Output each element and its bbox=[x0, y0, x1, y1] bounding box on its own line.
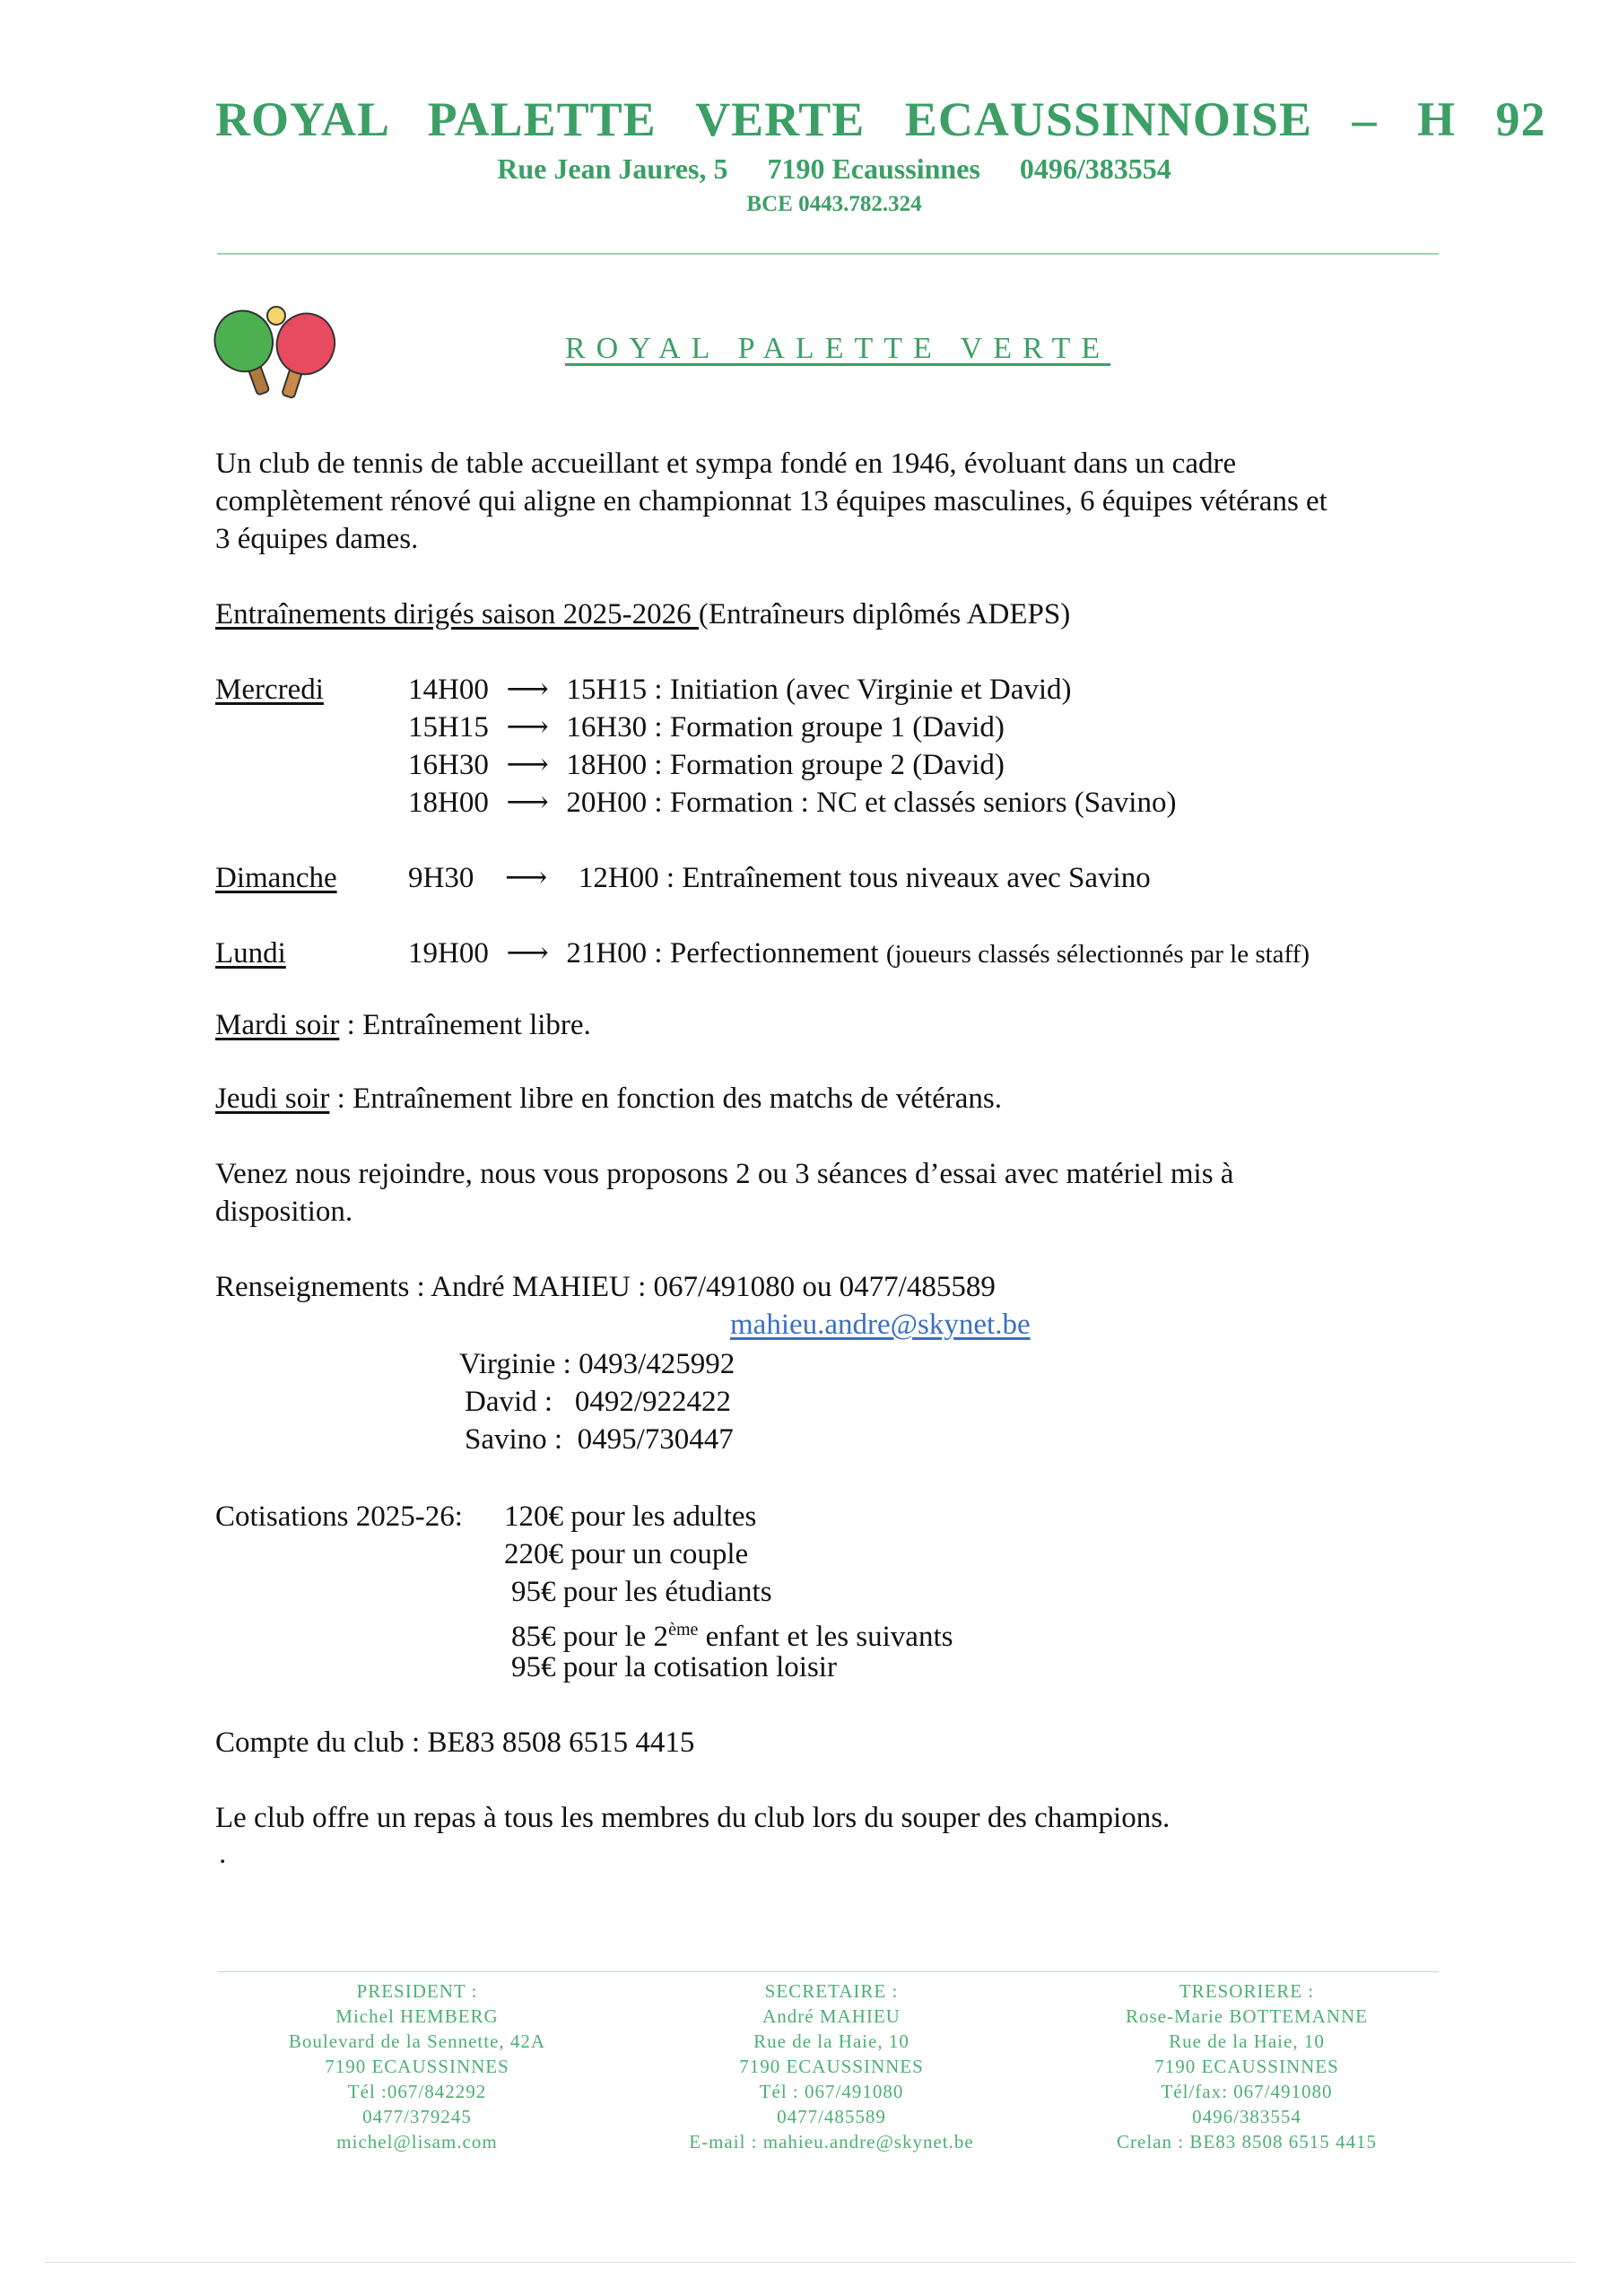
thursday-line bbox=[215, 1080, 1002, 1118]
slot-start: 16H30 bbox=[408, 749, 489, 781]
contact-virginie: Virginie : 0493/425992 bbox=[459, 1348, 736, 1380]
footer-line: michel@lisam.com bbox=[336, 2131, 498, 2152]
document-title: ROYAL PALETTE VERTE bbox=[565, 332, 1111, 365]
slot-start: 18H00 bbox=[408, 787, 489, 819]
footer-treasurer bbox=[1054, 1979, 1440, 2154]
day-sunday: Dimanche bbox=[215, 862, 337, 894]
club-name: ROYAL PALETTE VERTE ECAUSSINNOISE – H 92 bbox=[215, 92, 1546, 146]
contact-savino: Savino : 0495/730447 bbox=[465, 1423, 734, 1456]
contact-david: David : 0492/922422 bbox=[465, 1386, 731, 1418]
day-thursday: Jeudi soir bbox=[215, 1083, 330, 1115]
footer-line: Rue de la Haie, 10 bbox=[753, 2031, 910, 2052]
footer-line: 0496/383554 bbox=[1192, 2106, 1301, 2127]
slot-start: 9H30 bbox=[408, 862, 474, 894]
closing-text: Le club offre un repas à tous les membres du club lors du souper des champions. bbox=[215, 1802, 1171, 1834]
intro-line-1: Un club de tennis de table accueillant et sympa fondé en 1946, évoluant dans un cadre bbox=[215, 448, 1237, 480]
arrow-right-icon: ⟶ bbox=[506, 787, 549, 819]
intro-line-3: 3 équipes dames. bbox=[215, 523, 419, 555]
day-tuesday: Mardi soir bbox=[215, 1009, 340, 1041]
slot-end: 12H00 : Entraînement tous niveaux avec Savino bbox=[578, 862, 1151, 894]
thursday-text: : Entraînement libre en fonction des matchs de vétérans. bbox=[329, 1083, 1002, 1115]
footer-role: SECRETAIRE : bbox=[764, 1980, 899, 2002]
slot-end: 15H15 : Initiation (avec Virginie et David) bbox=[566, 674, 1072, 706]
footer-line: Crelan : BE83 8508 6515 4415 bbox=[1117, 2131, 1377, 2152]
trainings-heading-title: Entraînements dirigés saison 2025-2026 bbox=[215, 598, 699, 631]
address-city: 7190 Ecaussinnes bbox=[767, 152, 980, 185]
footer-line: Boulevard de la Sennette, 42A bbox=[288, 2031, 546, 2052]
arrow-right-icon: ⟶ bbox=[506, 749, 549, 781]
footer-line: Rose-Marie BOTTEMANNE bbox=[1125, 2005, 1369, 2027]
slot-row bbox=[408, 709, 1005, 746]
header-divider bbox=[217, 253, 1439, 255]
slot-row bbox=[408, 935, 1310, 973]
contact-main: Renseignements : André MAHIEU : 067/491080 ou 0477/485589 bbox=[215, 1271, 996, 1303]
footer-line: André MAHIEU bbox=[762, 2005, 901, 2027]
day-wednesday: Mercredi bbox=[215, 674, 324, 706]
page-bottom-divider bbox=[45, 2262, 1574, 2263]
footer-line: 0477/379245 bbox=[362, 2106, 472, 2127]
footer-line: 0477/485589 bbox=[777, 2106, 886, 2127]
address-phone: 0496/383554 bbox=[1019, 152, 1171, 185]
slot-row bbox=[408, 859, 1151, 897]
slot-start: 14H00 bbox=[408, 674, 489, 706]
intro-line-2: complètement rénové qui aligne en championnat 13 équipes masculines, 6 équipes vétérans et bbox=[215, 485, 1327, 517]
slot-row bbox=[408, 784, 1176, 822]
slot-start: 19H00 bbox=[408, 937, 489, 970]
slot-end: 16H30 : Formation groupe 1 (David) bbox=[566, 711, 1005, 744]
join-line-1: Venez nous rejoindre, nous vous proposons 2 ou 3 séances d’essai avec matériel mis à bbox=[215, 1158, 1234, 1190]
club-address bbox=[215, 152, 1453, 186]
arrow-right-icon: ⟶ bbox=[504, 862, 548, 894]
fee-leisure: 95€ pour la cotisation loisir bbox=[511, 1651, 837, 1683]
trainings-heading-note: (Entraîneurs diplômés ADEPS) bbox=[698, 598, 1071, 631]
footer-line: Tél : 067/491080 bbox=[759, 2081, 904, 2102]
fee-child-sup: ème bbox=[668, 1620, 699, 1639]
address-street: Rue Jean Jaures, 5 bbox=[497, 152, 728, 185]
footer-secretary bbox=[639, 1979, 1024, 2154]
tuesday-text: : Entraînement libre. bbox=[339, 1009, 591, 1041]
trainings-heading bbox=[215, 596, 1070, 633]
tuesday-line bbox=[215, 1006, 591, 1044]
fees-label: Cotisations 2025-26: bbox=[215, 1500, 463, 1533]
slot-end: 20H00 : Formation : NC et classés seniors (Savino) bbox=[566, 787, 1177, 819]
slot-note: (joueurs classés sélectionnés par le staff) bbox=[885, 940, 1310, 969]
slot-end: 21H00 : Perfectionnement bbox=[566, 937, 879, 970]
fee-adults: 120€ pour les adultes bbox=[504, 1500, 757, 1533]
footer-role: TRESORIERE : bbox=[1179, 1980, 1315, 2002]
day-monday: Lundi bbox=[215, 937, 286, 970]
arrow-right-icon: ⟶ bbox=[506, 937, 549, 970]
fee-child-text: 85€ pour le 2 bbox=[511, 1621, 669, 1653]
footer-president bbox=[224, 1979, 610, 2154]
arrow-right-icon: ⟶ bbox=[506, 674, 549, 706]
footer-line: E-mail : mahieu.andre@skynet.be bbox=[689, 2131, 974, 2152]
slot-start: 15H15 bbox=[408, 711, 489, 744]
ping-pong-paddles-icon bbox=[212, 303, 346, 411]
footer-line: 7190 ECAUSSINNES bbox=[325, 2056, 509, 2077]
slot-row bbox=[408, 746, 1005, 784]
fee-students: 95€ pour les étudiants bbox=[511, 1576, 772, 1608]
footer-line: 7190 ECAUSSINNES bbox=[1154, 2056, 1339, 2077]
arrow-right-icon: ⟶ bbox=[506, 711, 549, 744]
contact-email-link[interactable]: mahieu.andre@skynet.be bbox=[730, 1309, 1031, 1341]
join-line-2: disposition. bbox=[215, 1196, 353, 1228]
footer-line: Michel HEMBERG bbox=[335, 2005, 499, 2027]
club-bce: BCE 0443.782.324 bbox=[746, 192, 922, 216]
footer-role: PRESIDENT : bbox=[356, 1980, 478, 2002]
fee-couple: 220€ pour un couple bbox=[504, 1538, 749, 1570]
footer-line: 7190 ECAUSSINNES bbox=[739, 2056, 924, 2077]
footer-line: Tél/fax: 067/491080 bbox=[1161, 2081, 1333, 2102]
footer-divider bbox=[217, 1971, 1439, 1972]
fee-child-text-end: enfant et les suivants bbox=[698, 1621, 953, 1653]
club-account: Compte du club : BE83 8508 6515 4415 bbox=[215, 1726, 695, 1759]
slot-row bbox=[408, 671, 1072, 709]
footer-line: Tél :067/842292 bbox=[347, 2081, 487, 2102]
footer-line: Rue de la Haie, 10 bbox=[1169, 2031, 1325, 2052]
closing-dot: . bbox=[219, 1838, 227, 1870]
slot-end: 18H00 : Formation groupe 2 (David) bbox=[566, 749, 1005, 781]
